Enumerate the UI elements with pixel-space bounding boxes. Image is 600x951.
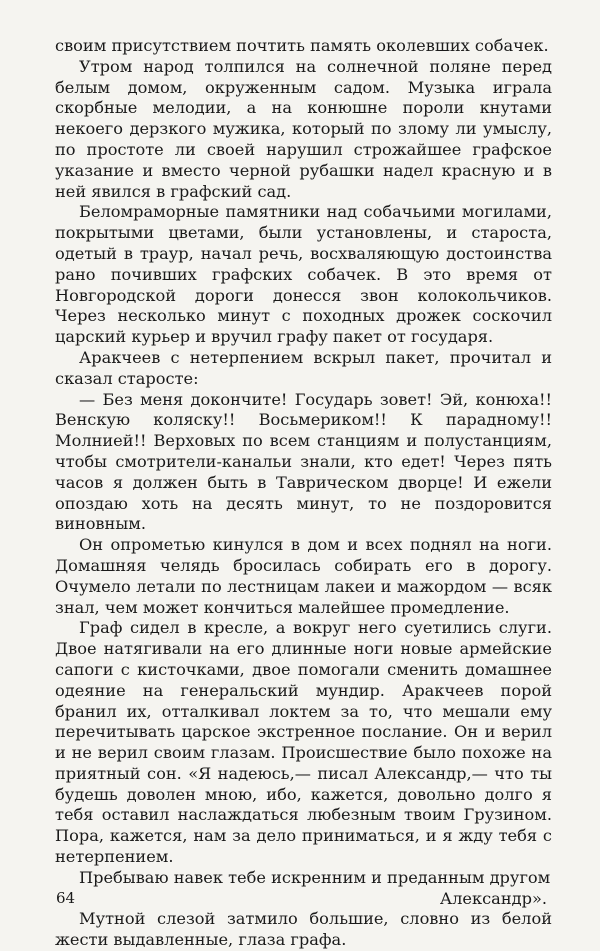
page-text bbox=[55, 36, 552, 951]
paragraph-tear: Мутной слезой затмило большие, словно из белой жести выдавленные, глаза графа. bbox=[55, 909, 552, 950]
paragraph-rushed: Он опрометью кинулся в дом и всех поднял на ноги. Домашняя челядь бросилась собирать его в дорогу. Очумело летали по лестницам лакеи и мажордом — всяк знал, чем может кончиться малейшее промедление. bbox=[55, 535, 552, 617]
paragraph-closing-line: Пребываю навек тебе искренним и преданным другом bbox=[79, 867, 551, 887]
page-number: 64 bbox=[56, 889, 76, 907]
paragraph-speech: — Без меня докончите! Государь зовет! Эй, конюха!! Венскую коляску!! Восьмериком!! К парадному!! Молнией!! Верховых по всем станциям и полустанциям, чтобы смотрители-канальи знали, кто едет! Через пять часов я должен быть в Таврическом дворце! И ежели опоздаю хоть на десять минут, то не поздоровится виновным. bbox=[55, 389, 552, 534]
paragraph-monuments: Беломраморные памятники над собачьими могилами, покрытыми цветами, были установлены, и староста, одетый в траур, начал речь, восхваляющую достоинства рано почивших графских собачек. В это время от Новгородской дороги донесся звон колокольчиков. Через несколько минут с походных дрожек соскочил царский курьер и вручил графу пакет от государя. bbox=[55, 202, 552, 347]
paragraph-arakcheev-opens: Аракчеев с нетерпением вскрыл пакет, прочитал и сказал старосте: bbox=[55, 347, 552, 388]
signature-alexander: Александр». bbox=[439, 888, 547, 908]
paragraph-morning: Утром народ толпился на солнечной поляне перед белым домом, окруженным садом. Музыка играла скорбные мелодии, а на конюшне пороли кнутами некоего дерзкого мужика, который по злому ли умыслу, по простоте ли своей нарушил строжайшее графское указание и вместо черной рубашки надел красную и в ней явился в графский сад. bbox=[55, 56, 552, 201]
paragraph-count-seated: Граф сидел в кресле, а вокруг него суетились слуги. Двое натягивали на его длинные ноги новые армейские сапоги с кисточками, двое помогали сменить домашнее одеяние на генеральский мундир. Аракчеев порой бранил их, отталкивал локтем за то, что мешали ему перечитывать царское экстренное послание. Он и верил и не верил своим глазам. Происшествие было похоже на приятный сон. «Я надеюсь,— писал Александр,— что ты будешь доволен мною, ибо, кажется, довольно долго я тебя оставил наслаждаться любезным твоим Грузином. Пора, кажется, нам за дело приниматься, и я жду тебя с нетерпением. bbox=[55, 618, 552, 867]
paragraph-continuation: своим присутствием почтить память околевших собачек. bbox=[55, 36, 549, 55]
